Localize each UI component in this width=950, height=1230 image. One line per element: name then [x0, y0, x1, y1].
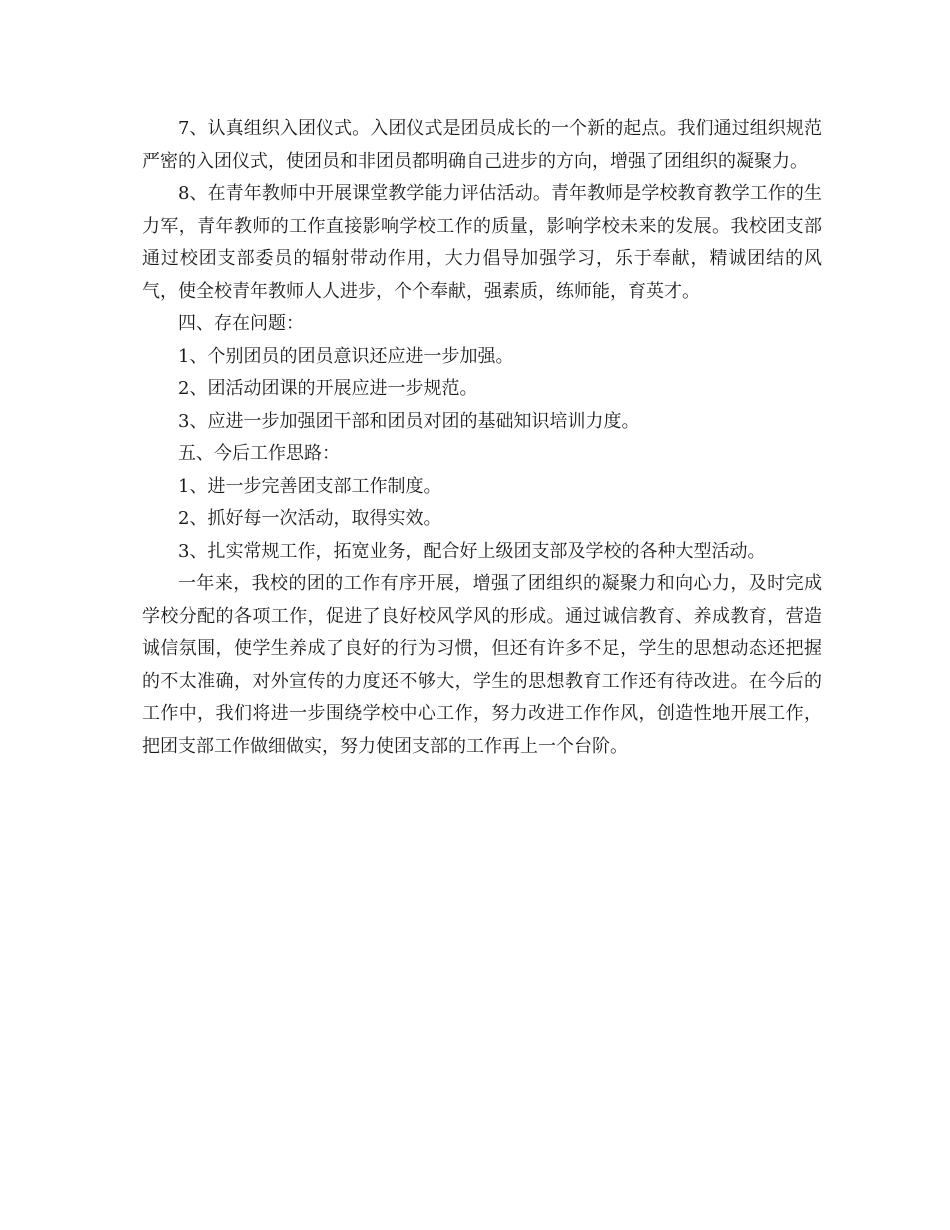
summary-paragraph: 一年来，我校的团的工作有序开展，增强了团组织的凝聚力和向心力，及时完成学校分配的各项工作，促进了良好校风学风的形成。通过诚信教育、养成教育，营造诚信氛围，使学生养成了良好的行为习惯，但还有许多不足，学生的思想动态还把握的不太准确，对外宣传的力度还不够大，学生的思想教育工作还有待改进。在今后的工作中，我们将进一步围绕学校中心工作，努力改进工作作风，创造性地开展工作，把团支部工作做细做实，努力使团支部的工作再上一个台阶。 — [142, 573, 822, 757]
section-heading-future-plans: 五、今后工作思路： — [178, 443, 340, 464]
paragraph-item-8-teacher-evaluation: 8、在青年教师中开展课堂教学能力评估活动。青年教师是学校教育教学工作的生力军，青年教师的工作直接影响学校工作的质量，影响学校未来的发展。我校团支部通过校团支部委员的辐射带动作用，大力倡导加强学习，乐于奉献，精诚团结的风气，使全校青年教师人人进步，个个奉献，强素质，练师能，育英才。 — [142, 183, 822, 302]
plan-item-2: 2、抓好每一次活动，取得实效。 — [178, 508, 442, 529]
problem-item-3: 3、应进一步加强团干部和团员对团的基础知识培训力度。 — [178, 410, 640, 432]
problem-item-2: 2、团活动团课的开展应进一步规范。 — [178, 378, 478, 399]
plan-item-1: 1、进一步完善团支部工作制度。 — [178, 475, 442, 497]
section-heading-problems: 四、存在问题： — [178, 313, 304, 334]
plan-item-3: 3、扎实常规工作，拓宽业务，配合好上级团支部及学校的各种大型活动。 — [178, 540, 766, 562]
paragraph-item-7-entry-ceremony: 7、认真组织入团仪式。入团仪式是团员成长的一个新的起点。我们通过组织规范严密的入团仪式，使团员和非团员都明确自己进步的方向，增强了团组织的凝聚力。 — [142, 118, 822, 172]
problem-item-1: 1、个别团员的团员意识还应进一步加强。 — [178, 345, 514, 367]
document-body — [142, 113, 822, 763]
